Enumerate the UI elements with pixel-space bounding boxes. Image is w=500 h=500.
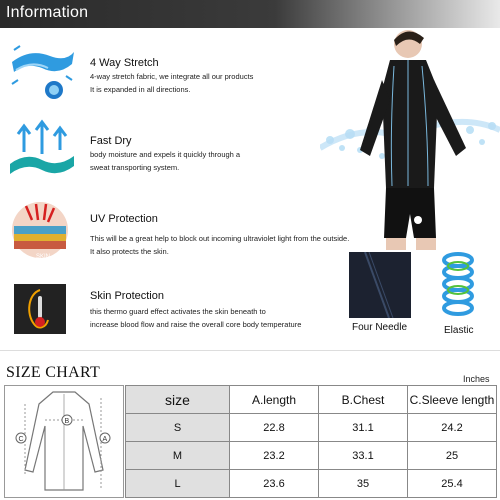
swatch-caption-elastic: Elastic xyxy=(444,325,474,336)
header-chest: B.Chest xyxy=(319,386,408,414)
feature-text-skin: this thermo guard effect activates the skin beneath to increase blood flow and raise the overall core body temperature xyxy=(90,307,302,329)
garment-outline-icon xyxy=(5,386,123,497)
info-header-bar xyxy=(0,0,500,28)
feature-title-stretch: 4 Way Stretch xyxy=(90,57,159,69)
cell-chest: 31.1 xyxy=(319,414,408,442)
four-needle-stitch-swatch xyxy=(349,252,411,318)
section-divider xyxy=(0,350,500,351)
uv-protection-icon xyxy=(6,200,78,262)
info-header-title: Information xyxy=(6,4,89,21)
size-chart-title: SIZE CHART xyxy=(6,364,101,381)
size-chart-units: Inches xyxy=(463,374,490,384)
uv-skin-label: SKIN xyxy=(36,254,51,260)
table-row xyxy=(126,470,497,498)
size-chart-header-row xyxy=(126,386,497,414)
cell-size: S xyxy=(126,414,230,442)
table-row xyxy=(126,442,497,470)
cell-size: L xyxy=(126,470,230,498)
feature-title-skin: Skin Protection xyxy=(90,290,164,302)
feature-text-fast-dry: body moisture and expels it quickly through a sweat transporting system. xyxy=(90,150,241,172)
cell-length: 23.2 xyxy=(230,442,319,470)
feature-text-stretch: 4-way stretch fabric, we integrate all our products It is expanded in all directions. xyxy=(90,72,254,94)
cell-sleeve: 25 xyxy=(408,442,497,470)
cell-sleeve: 24.2 xyxy=(408,414,497,442)
cell-chest: 35 xyxy=(319,470,408,498)
cell-size: M xyxy=(126,442,230,470)
diagram-label-b: B xyxy=(64,418,70,425)
cell-sleeve: 25.4 xyxy=(408,470,497,498)
swatch-caption-four-needle: Four Needle xyxy=(352,322,408,333)
feature-title-fast-dry: Fast Dry xyxy=(90,135,132,147)
cell-length: 22.8 xyxy=(230,414,319,442)
cell-chest: 33.1 xyxy=(319,442,408,470)
feature-text-uv: This will be a great help to block out incoming ultraviolet light from the outside. It also protects the skin. xyxy=(90,234,350,256)
measurement-diagram xyxy=(4,385,124,498)
thermo-icon xyxy=(14,284,66,334)
elastic-spring-swatch xyxy=(440,250,476,322)
fast-dry-icon xyxy=(6,118,78,180)
header-length: A.length xyxy=(230,386,319,414)
cell-length: 23.6 xyxy=(230,470,319,498)
stretch-icon xyxy=(6,40,78,102)
size-chart-table xyxy=(125,385,497,498)
header-sleeve: C.Sleeve length xyxy=(408,386,497,414)
model-product-image xyxy=(320,30,500,250)
diagram-label-a: A xyxy=(102,436,108,443)
diagram-label-c: C xyxy=(18,436,24,443)
feature-title-uv: UV Protection xyxy=(90,213,158,225)
header-size: size xyxy=(126,386,230,414)
table-row xyxy=(126,414,497,442)
